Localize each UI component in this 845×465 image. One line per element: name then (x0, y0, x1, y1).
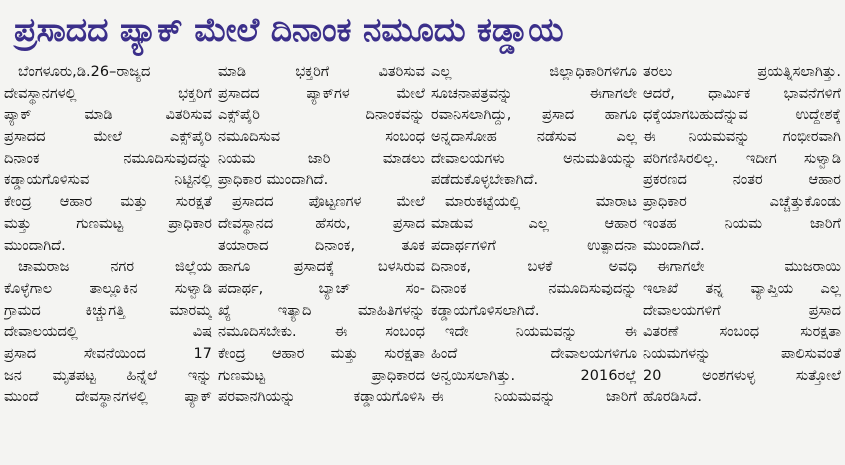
article-column-2 (218, 62, 425, 465)
article-line: ಪ್ರಾಧಿಕಾರ ಮುಂದಾಗಿದೆ. (218, 172, 329, 189)
article-column-3 (431, 62, 637, 465)
article-line: ದಿನಾಂಕ ನಮೂದಿಸುವುದನ್ನು (431, 280, 637, 297)
article-body (0, 62, 845, 465)
article-line: ದೇವಾಲಯಗಳಿಗೆ ಪ್ರಸಾದ (643, 302, 841, 319)
article-line: ಇದೇ ನಿಯಮವನ್ನು ಈ (445, 324, 637, 341)
headline: ಪ್ರಸಾದದ ಪ್ಯಾಕ್ ಮೇಲೆ ದಿನಾಂಕ ನಮೂದು ಕಡ್ಡಾಯ (14, 10, 564, 49)
article-line: 20 ಅಂಶಗಳುಳ್ಳ ಸುತ್ತೋಲೆ (643, 367, 841, 384)
article-line: ದಿನಾಂಕ ನಮೂದಿಸುವುದನ್ನು (4, 150, 212, 167)
article-line: ಈ ನಿಯಮವನ್ನು ಜಾರಿಗೆ (431, 389, 637, 406)
article-line: ಎಕ್ಸ್‌ಪೈರಿ ದಿನಾಂಕವನ್ನು (218, 107, 425, 124)
article-line: ಖ್ಯೆ ಇತ್ಯಾದಿ ಮಾಹಿತಿಗಳನ್ನು (218, 302, 425, 319)
article-line: ಇಂತಹ ನಿಯಮ ಜಾರಿಗೆ (643, 215, 841, 232)
article-line: ಪ್ರಕರಣದ ನಂತರ ಆಹಾರ (643, 172, 841, 189)
article-line: ದೇವಸ್ಥಾನದ ಹೆಸರು, ಪ್ರಸಾದ (218, 215, 425, 232)
article-line: ಪಡೆದುಕೊಳ್ಳಬೇಕಾಗಿದೆ. (431, 172, 539, 189)
article-line: ಹಾಗೂ ಪ್ರಸಾದಕ್ಕೆ ಬಳಸಿರುವ (218, 259, 425, 276)
article-line: ನಿಯಮಗಳನ್ನು ಪಾಲಿಸುವಂತೆ (643, 345, 841, 362)
article-line: ಪರಿಗಣಿಸಿರಲಿಲ್ಲ. ಇದೀಗ ಸುಳ್ವಾಡಿ (643, 150, 841, 167)
article-line: ಪರವಾನಗಿಯನ್ನು ಕಡ್ಡಾಯಗೊಳಿಸಿ (218, 389, 425, 406)
article-line: ಕಡ್ಡಾಯಗೊಳಿಸುವ ನಿಟ್ಟಿನಲ್ಲಿ (4, 172, 212, 189)
article-column-1 (4, 62, 212, 465)
article-line: ಪ್ರಸಾದದ ಮೇಲೆ ಎಕ್ಸ್‌ಪೈರಿ (4, 129, 212, 146)
article-line: ಕೊಳ್ಳೆಗಾಲ ತಾಲ್ಲೂಕಿನ ಸುಳ್ವಾಡಿ (4, 280, 212, 297)
article-line: ಅನ್ನದಾಸೋಹ ನಡೆಸುವ ಎಲ್ಲ (431, 129, 637, 146)
article-line: ಗುಣಮಟ್ಟ ಪ್ರಾಧಿಕಾರದ (218, 367, 425, 384)
article-line: ಪ್ರಸಾದದ ಪ್ಯಾಕ್‌ಗಳ ಮೇಲೆ (218, 85, 425, 102)
article-line: ಗ್ರಾಮದ ಕಿಚ್ಚುಗತ್ತಿ ಮಾರಮ್ಮ (4, 302, 212, 319)
article-line: ಅನ್ವಯಿಸಲಾಗಿತ್ತು. 2016ರಲ್ಲೆ (431, 367, 637, 384)
article-line: ಇಲಾಖೆ ತನ್ನ ವ್ಯಾಪ್ತಿಯ ಎಲ್ಲ (643, 280, 841, 297)
article-line: ರವಾನಿಸಲಾಗಿದ್ದು, ಪ್ರಸಾದ ಹಾಗೂ (431, 107, 637, 124)
article-line: ಮುಂದಾಗಿದೆ. (4, 237, 66, 254)
article-line: ದೇವಾಲಯದಲ್ಲಿ ವಿಷ (4, 324, 212, 341)
article-line: ಮಾಡಿ ಭಕ್ತರಿಗೆ ವಿತರಿಸುವ (218, 64, 425, 80)
article-line: ನಮೂದಿಸುವ ಸಂಬಂಧ (218, 129, 425, 146)
article-line: ಜನ ಮೃತಪಟ್ಟ ಹಿನ್ನೆಲೆ ಇನ್ನು (4, 367, 212, 384)
article-line: ಆದರೆ, ಧಾರ್ಮಿಕ ಭಾವನೆಗಳಿಗೆ (643, 85, 841, 102)
article-line: ಈ ನಿಯಮವನ್ನು ಗಂಭೀರವಾಗಿ (643, 129, 841, 146)
article-line: ಪ್ರಾಧಿಕಾರ ಎಚ್ಚೆತ್ತುಕೊಂಡು (643, 194, 841, 211)
article-line: ಮಾಡುವ ಎಲ್ಲ ಆಹಾರ (431, 215, 637, 232)
article-line: ಪದಾರ್ಥ, ಬ್ಯಾಚ್ ಸಂ- (218, 280, 425, 297)
article-line: ಬೆಂಗಳೂರು,ಡಿ.26–ರಾಜ್ಯದ (18, 64, 151, 80)
article-line: ಮತ್ತು ಗುಣಮಟ್ಟ ಪ್ರಾಧಿಕಾರ (4, 215, 212, 232)
article-line: ಪ್ಯಾಕ್ ಮಾಡಿ ವಿತರಿಸುವ (4, 107, 212, 124)
article-line: ಚಾಮರಾಜ ನಗರ ಜಿಲ್ಲೆಯ (18, 259, 212, 276)
article-line: ಎಲ್ಲ ಜಿಲ್ಲಾಧಿಕಾರಿಗಳಿಗೂ (431, 64, 637, 80)
article-line: ಈಗಾಗಲೇ ಮುಜರಾಯಿ (657, 259, 841, 276)
article-line: ಹಿಂದೆ ದೇವಾಲಯಗಳಿಗೂ (431, 345, 637, 362)
article-line: ದೇವಾಲಯಗಳು ಅನುಮತಿಯನ್ನು (431, 150, 637, 167)
article-line: ನಮೂದಿಸಬೇಕು. ಈ ಸಂಬಂಧ (218, 324, 425, 341)
article-line: ಕಡ್ಡಾಯಗೊಳಿಸಲಾಗಿದೆ. (431, 302, 540, 319)
article-line: ನಿಯಮ ಜಾರಿ ಮಾಡಲು (218, 150, 425, 167)
article-line: ತಯಾರಾದ ದಿನಾಂಕ, ತೂಕ (218, 237, 425, 254)
article-line: ಪದಾರ್ಥಗಳಿಗೆ ಉತ್ಪಾದನಾ (431, 237, 637, 254)
article-line: ಮುಂದೆ ದೇವಸ್ಥಾನಗಳಲ್ಲಿ ಪ್ಯಾಕ್ (4, 389, 212, 406)
article-line: ದೇವಸ್ಥಾನಗಳಲ್ಲಿ ಭಕ್ತರಿಗೆ (4, 85, 212, 102)
article-line: ಮುಂದಾಗಿದೆ. (643, 237, 705, 254)
article-line: ದಿನಾಂಕ, ಬಳಕೆ ಅವಧಿ (431, 259, 637, 276)
article-column-4 (643, 62, 841, 465)
article-line: ಪ್ರಸಾದದ ಪೊಟ್ಟಣಗಳ ಮೇಲೆ (232, 194, 425, 211)
article-line: ಸೂಚನಾಪತ್ರವನ್ನು ಈಗಾಗಲೇ (431, 85, 637, 102)
article-line: ಕೇಂದ್ರ ಆಹಾರ ಮತ್ತು ಸುರಕ್ಷತೆ (4, 194, 212, 211)
article-line: ತರಲು ಪ್ರಯತ್ನಿಸಲಾಗಿತ್ತು. (643, 64, 841, 80)
article-line: ಹೊರಡಿಸಿದೆ. (643, 389, 703, 406)
article-line: ಪ್ರಸಾದ ಸೇವನೆಯಿಂದ 17 (4, 345, 212, 362)
article-line: ವಿತರಣೆ ಸಂಬಂಧ ಸುರಕ್ಷತಾ (643, 324, 841, 341)
article-line: ಧಕ್ಕೆಯಾಗಬಹುದೆನ್ನುವ ಉದ್ದೇಶಕ್ಕೆ (643, 107, 841, 124)
article-line: ಮಾರುಕಟ್ಟೆಯಲ್ಲಿ ಮಾರಾಟ (445, 194, 637, 211)
article-line: ಕೇಂದ್ರ ಆಹಾರ ಮತ್ತು ಸುರಕ್ಷತಾ (218, 345, 425, 362)
